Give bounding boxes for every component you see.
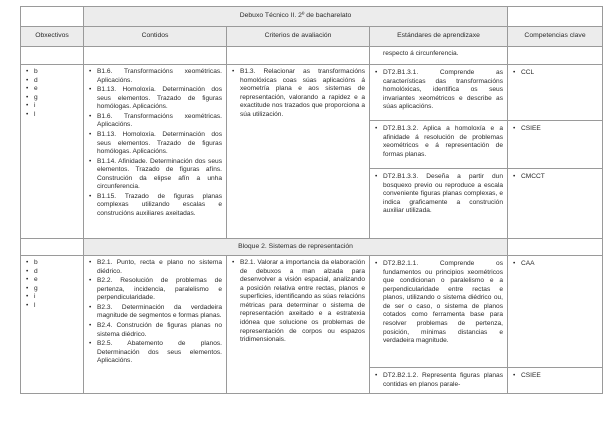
objective-item: • e [25,85,79,94]
continuation-criteria-cell [227,47,370,65]
block1-objectives-list [25,68,79,119]
curriculum-table [20,6,603,394]
header-contents: Contidos [84,27,227,47]
block1-objectives-cell [21,65,84,239]
objective-item: • d [25,268,79,277]
competence-item: • CSIEE [512,125,598,134]
block2-standard-1-cell [370,256,508,368]
continuation-contents-cell [84,47,227,65]
content-item: • B1.15. Trazado de figuras planas complexas utilizando escalas e construcións auxiliares axeitadas. [88,193,222,219]
continuation-row [21,47,603,65]
continuation-standards-cell [370,47,508,65]
block1-contents-cell [84,65,227,239]
block2-objectives-list [25,259,79,310]
block2-criteria-cell [227,256,370,394]
objective-item: • l [25,111,79,120]
continuation-competences-cell [508,47,603,65]
competence-item: • CSIEE [512,372,598,381]
block2-standard-2-cell [370,368,508,394]
header-competences: Competencias clave [508,27,603,47]
standard-item: • DT2.B1.3.2. Aplica a homoloxía e a afinidade á resolución de problemas xeométricos e á representación de formas planas. [374,125,503,159]
objective-item: • i [25,102,79,111]
criterion-item: • B1.3. Relacionar as transformacións homolóxicas coas súas aplicacións á xeometría plana e aos sistemas de representación, valorando a rapidez e a exactitude nos trazados que proporciona a súa utilización. [231,68,365,119]
objective-item: • d [25,77,79,86]
block2-objectives-cell [21,256,84,394]
block2-row-1 [21,256,603,368]
objective-item: • g [25,94,79,103]
header-objectives: Obxectivos [21,27,84,47]
content-item: • B1.13. Homoloxía. Determinación dos seus elementos. Trazado de figuras homólogas. Aplicacións. [88,131,222,157]
block1-standard-1-cell [370,65,508,121]
standard-item: • DT2.B2.1.1. Comprende os fundamentos ou principios xeométricos que condicionan o paralelismo e a perpendicularidade entre rectas e planos, utilizando o sistema diédrico ou, de ser o caso, o sistema de planos cotados como ferramenta base para resolver problemas de pertenza, posición, mínimas distancias e verdadeira magnitude. [374,260,503,346]
content-item: • B2.4. Construción de figuras planas no sistema diédrico. [88,322,222,339]
content-item: • B2.3. Determinación da verdadeira magnitude de segmentos e formas planas. [88,304,222,321]
block1-competence-2-cell [508,121,603,169]
content-item: • B2.2. Resolución de problemas de pertenza, incidencia, paralelismo e perpendicularidade. [88,277,222,303]
title-row [21,7,603,27]
header-criteria: Criterios de avaliación [227,27,370,47]
competence-item: • CAA [512,260,598,269]
block2-title-row [21,239,603,256]
header-standards: Estándares de aprendizaxe [370,27,508,47]
block1-row-1 [21,65,603,121]
curriculum-table-sheet [20,6,602,394]
block2-contents-list [88,259,222,366]
block2-criteria-list [231,259,365,345]
block1-criteria-list [231,68,365,119]
competence-item: • CMCCT [512,173,598,182]
criterion-item: • B2.1. Valorar a importancia da elaboración de debuxos a man alzada para desenvolver a visión espacial, analizando a posición relativa entre rectas, planos e superficies, identificando as súas relacións métricas para determinar o sistema de representación axeitado e a estratexia idónea que solucione os problemas de representación de corpos ou espazos tridimensionais. [231,259,365,345]
block1-standard-2-cell [370,121,508,169]
block1-contents-list [88,68,222,219]
block1-criteria-cell [227,65,370,239]
standard-item: • DT2.B1.3.3. Deseña a partir dun bosquexo previo ou reproduce a escala conveniente figuras planas complexas, e indica graficamente a construción auxiliar utilizada. [374,173,503,216]
standard-item: • DT2.B1.3.1. Comprende as características das transformacións homolóxicas, identifica os seus invariantes xeométricos e describe as súas aplicacións. [374,69,503,112]
continuation-text: respecto á circunferencia. [383,50,459,57]
block1-competence-1-cell [508,65,603,121]
block1-competence-3-cell [508,169,603,239]
block2-contents-cell [84,256,227,394]
block2-title: Bloque 2. Sistemas de representación [84,239,508,256]
block1-standard-3-cell [370,169,508,239]
block2-title-left-cell [21,239,84,256]
standard-item: • DT2.B2.1.2. Representa figuras planas contidas en planos parale- [374,372,503,389]
block2-competence-2-cell [508,368,603,394]
content-item: • B2.1. Punto, recta e plano no sistema diédrico. [88,259,222,276]
content-item: • B1.6. Transformacións xeométricas. Aplicacións. [88,113,222,130]
title-corner-cell [21,7,84,27]
competence-item: • CCL [512,69,598,78]
objective-item: • g [25,285,79,294]
objective-item: • b [25,68,79,77]
objective-item: • e [25,276,79,285]
content-item: • B1.13. Homoloxía. Determinación dos seus elementos. Trazado de figuras homólogas. Aplicacións. [88,86,222,112]
content-item: • B2.5. Abatemento de planos. Determinación dos seus elementos. Aplicacións. [88,340,222,366]
block2-title-right-cell [508,239,603,256]
header-row [21,27,603,47]
block2-competence-1-cell [508,256,603,368]
content-item: • B1.6. Transformacións xeométricas. Aplicacións. [88,68,222,85]
objective-item: • l [25,302,79,311]
content-item: • B1.14. Afinidade. Determinación dos seus elementos. Trazado de figuras afíns. Construción da elipse afín a unha circunferencia. [88,158,222,192]
table-title: Debuxo Técnico II. 2º de bacharelato [84,7,508,27]
objective-item: • i [25,293,79,302]
title-right-cell [508,7,603,27]
objective-item: • b [25,259,79,268]
continuation-objectives-cell [21,47,84,65]
